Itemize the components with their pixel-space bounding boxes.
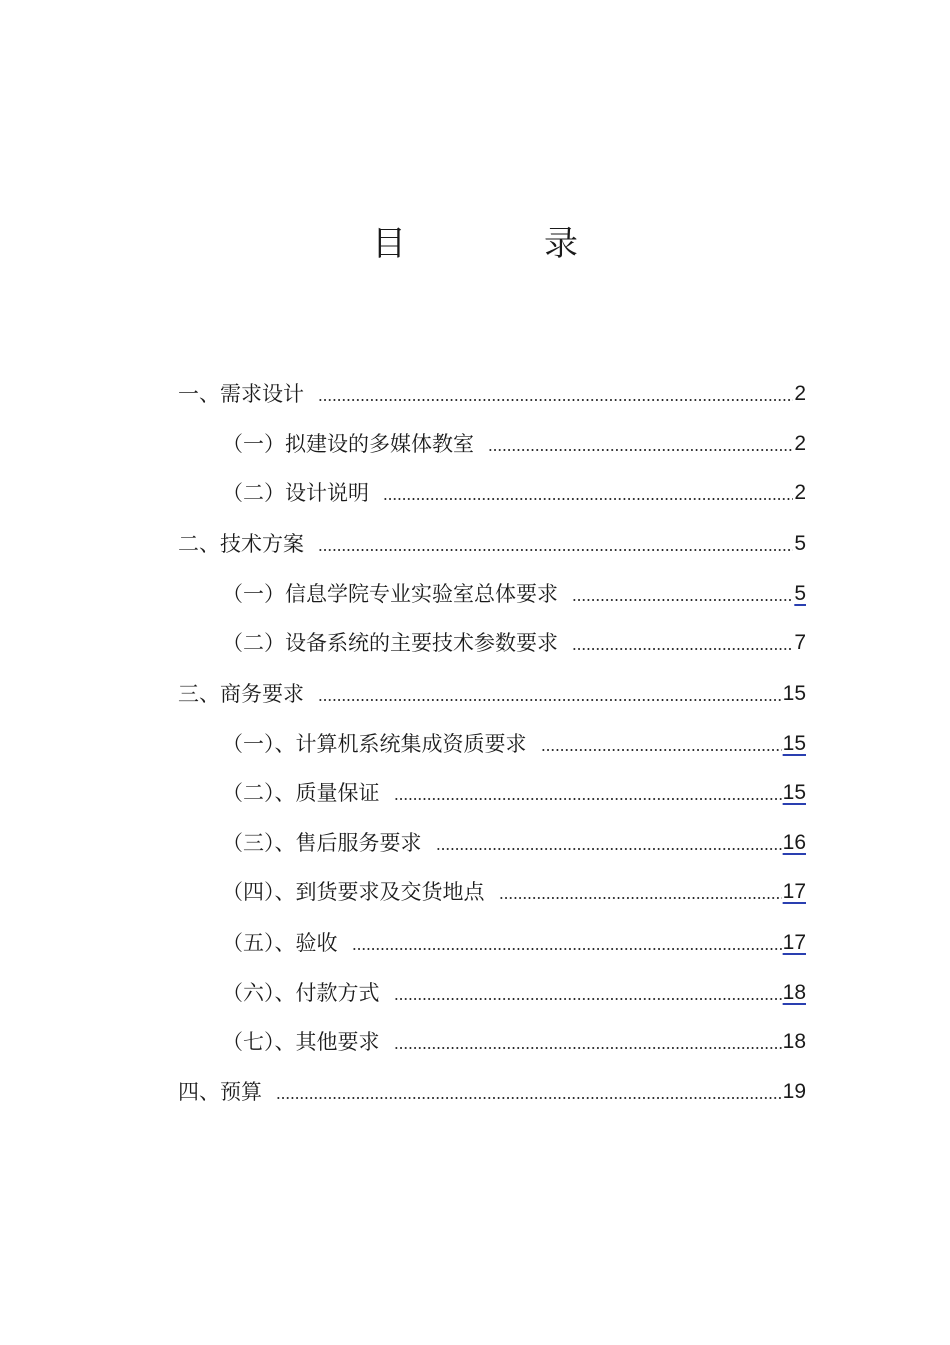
toc-entry-label: 一、需求设计 bbox=[178, 382, 304, 406]
dot-leader bbox=[394, 798, 782, 800]
toc-entry-label: 二、技术方案 bbox=[178, 532, 304, 556]
toc-entry-page: 5 bbox=[794, 532, 806, 555]
toc-entry-label: （四）、到货要求及交货地点 bbox=[222, 880, 485, 904]
toc-entry-page: 2 bbox=[794, 432, 806, 455]
dot-leader bbox=[488, 449, 793, 451]
toc-entry-1-2[interactable] bbox=[222, 471, 806, 507]
toc-entry-page-link[interactable]: 18 bbox=[782, 981, 806, 1004]
toc-entry-page-link[interactable]: 5 bbox=[794, 582, 806, 605]
toc-entry-1-1[interactable] bbox=[222, 422, 806, 458]
toc-entry-3-6[interactable] bbox=[222, 971, 806, 1007]
toc-entry-3-3[interactable] bbox=[222, 821, 806, 857]
toc-entry-page-link[interactable]: 15 bbox=[782, 781, 806, 804]
dot-leader bbox=[394, 1047, 782, 1049]
page-title: 目 录 bbox=[372, 224, 630, 264]
toc-entry-3-7[interactable] bbox=[222, 1020, 806, 1056]
toc-entry-label: （六）、付款方式 bbox=[222, 981, 380, 1005]
toc-entry-label: （二）、质量保证 bbox=[222, 781, 380, 805]
toc-entry-label: （二）设计说明 bbox=[222, 481, 369, 505]
toc-entry-label: 四、预算 bbox=[178, 1080, 262, 1104]
toc-entry-3-1[interactable] bbox=[222, 722, 806, 758]
toc-entry-label: （二）设备系统的主要技术参数要求 bbox=[222, 631, 558, 655]
toc-entry-page: 2 bbox=[794, 481, 806, 504]
dot-leader bbox=[541, 749, 782, 751]
toc-entry-page-link[interactable]: 15 bbox=[782, 732, 806, 755]
toc-entry-2-1[interactable] bbox=[222, 572, 806, 608]
dot-leader bbox=[318, 699, 782, 701]
dot-leader bbox=[383, 498, 793, 500]
toc-entry-label: （三）、售后服务要求 bbox=[222, 831, 422, 855]
toc-entry-label: （七）、其他要求 bbox=[222, 1030, 380, 1054]
dot-leader bbox=[352, 948, 782, 950]
toc-entry-3[interactable] bbox=[178, 672, 806, 708]
toc-entry-page-link[interactable]: 17 bbox=[782, 880, 806, 903]
toc-entry-label: 三、商务要求 bbox=[178, 682, 304, 706]
dot-leader bbox=[499, 897, 782, 899]
toc-entry-3-4[interactable] bbox=[222, 870, 806, 906]
dot-leader bbox=[276, 1097, 782, 1099]
dot-leader bbox=[572, 648, 793, 650]
toc-entry-label: （一）信息学院专业实验室总体要求 bbox=[222, 582, 558, 606]
toc-entry-page: 7 bbox=[794, 631, 806, 654]
toc-entry-2-2[interactable] bbox=[222, 621, 806, 657]
toc-entry-4[interactable] bbox=[178, 1070, 806, 1106]
dot-leader bbox=[394, 998, 782, 1000]
dot-leader bbox=[436, 848, 782, 850]
toc-entry-page-link[interactable]: 17 bbox=[782, 931, 806, 954]
toc-entry-page: 15 bbox=[782, 682, 806, 705]
toc-entry-page: 18 bbox=[782, 1030, 806, 1053]
dot-leader bbox=[572, 599, 793, 601]
toc-entry-2[interactable] bbox=[178, 522, 806, 558]
toc-entry-page: 2 bbox=[794, 382, 806, 405]
toc-entry-label: （一）、计算机系统集成资质要求 bbox=[222, 732, 527, 756]
toc-entry-page: 19 bbox=[782, 1080, 806, 1103]
toc-entry-page-link[interactable]: 16 bbox=[782, 831, 806, 854]
toc-entry-3-2[interactable] bbox=[222, 771, 806, 807]
toc-entry-3-5[interactable] bbox=[222, 921, 806, 957]
toc-entry-label: （一）拟建设的多媒体教室 bbox=[222, 432, 474, 456]
dot-leader bbox=[318, 549, 793, 551]
toc-entry-label: （五）、验收 bbox=[222, 931, 338, 955]
toc-entry-1[interactable] bbox=[178, 372, 806, 408]
dot-leader bbox=[318, 399, 793, 401]
